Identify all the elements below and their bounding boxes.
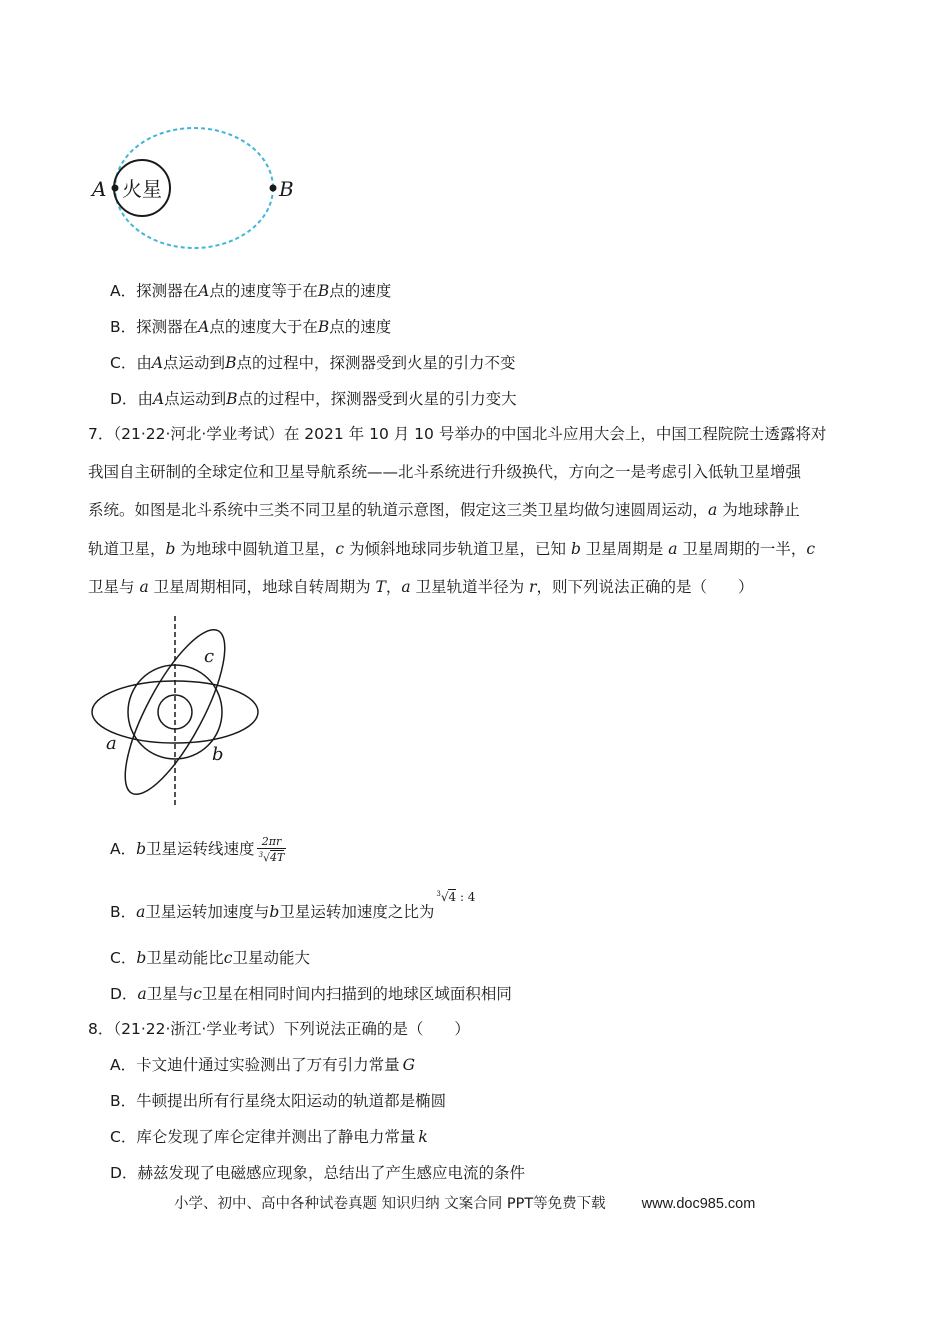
var-c: c <box>223 949 233 967</box>
q7-stem-line4 <box>88 539 815 559</box>
option-text: 探测器在 <box>136 282 199 300</box>
var-b: b <box>269 903 280 921</box>
option-text: 由 <box>136 354 152 372</box>
point-b-label: B <box>279 177 294 201</box>
stem-text: 为地球静止 <box>717 501 800 519</box>
root-radicand: 4T <box>270 851 285 865</box>
root-index: 3 <box>436 890 441 898</box>
stem-text: ，则下列说法正确的是（ ） <box>536 578 754 596</box>
satellite-orbits-figure <box>86 612 266 812</box>
var-b: b <box>136 840 147 858</box>
option-text: 牛顿提出所有行星绕太阳运动的轨道都是椭圆 <box>136 1092 447 1110</box>
stem-text: 我国自主研制的全球定位和卫星导航系统——北斗系统进行升级换代，方向之一是考虑引入低轨卫星增强 <box>88 463 802 481</box>
stem-text: 轨道卫星， <box>88 540 166 558</box>
page-footer <box>174 1192 755 1213</box>
var-c: c <box>335 540 345 558</box>
option-text: 点的速度大于在 <box>209 318 318 336</box>
option-text: 卫星运转加速度与 <box>145 903 270 921</box>
q6-option-c <box>110 353 515 373</box>
var-c: c <box>193 985 202 1003</box>
var-a: a <box>139 578 149 596</box>
option-letter: D． <box>110 1164 138 1182</box>
stem-text: 下列说法正确的是（ ） <box>283 1020 470 1038</box>
option-letter: A． <box>110 282 137 300</box>
label-b: b <box>212 744 224 765</box>
var-a: A <box>152 390 165 408</box>
stem-text: 系统。如图是北斗系统中三类不同卫星的轨道示意图，假定这三类卫星均做匀速圆周运动， <box>88 501 709 519</box>
mars-orbit-figure <box>86 120 306 260</box>
label-a: a <box>106 733 117 754</box>
q7-option-b <box>110 890 476 923</box>
var-b: B <box>225 354 237 372</box>
stem-text: 为地球中圆轨道卫星， <box>175 540 336 558</box>
var-a: a <box>401 578 411 596</box>
var-g: G <box>402 1056 416 1074</box>
stem-text: 卫星周期的一半， <box>677 540 807 558</box>
stem-text: 卫星周期相同，地球自转周期为 <box>148 578 376 596</box>
option-text: 点的速度 <box>329 282 392 300</box>
option-text: 点的过程中，探测器受到火星的引力变大 <box>237 390 517 408</box>
var-a: a <box>668 540 678 558</box>
fraction-denominator: $^3$√4T <box>258 850 285 865</box>
option-letter: A． <box>110 840 137 858</box>
ratio-tail: : 4 <box>456 890 476 904</box>
var-k: k <box>418 1128 428 1146</box>
var-a: a <box>708 501 718 519</box>
q6-option-d <box>110 389 517 409</box>
var-b: b <box>570 540 581 558</box>
q7-option-c <box>110 948 310 968</box>
q7-stem-line2 <box>88 462 801 482</box>
q8-option-d <box>110 1163 525 1183</box>
question-source: （21·22·河北·学业考试） <box>113 425 284 443</box>
footer-url[interactable]: www.doc985.com <box>641 1196 756 1212</box>
var-t: T <box>375 578 386 596</box>
var-a: A <box>198 318 210 336</box>
option-text: 点的速度 <box>329 318 392 336</box>
stem-text: 卫星周期是 <box>580 540 669 558</box>
option-text: 卡文迪什通过实验测出了万有引力常量 <box>136 1056 400 1074</box>
fraction-numerator: 2πr <box>257 835 287 849</box>
planet-label: 火星 <box>122 177 162 201</box>
option-text: 点的速度等于在 <box>209 282 318 300</box>
var-b: b <box>165 540 176 558</box>
q7-option-a <box>110 828 286 870</box>
q8-option-b <box>110 1091 446 1111</box>
stem-text: 卫星与 <box>88 578 140 596</box>
option-text: 卫星在相同时间内扫描到的地球区域面积相同 <box>201 985 512 1003</box>
question-number: 7． <box>88 425 114 443</box>
var-b: b <box>136 949 147 967</box>
option-text: 卫星动能大 <box>232 949 310 967</box>
stem-text: ， <box>385 578 402 596</box>
var-r: r <box>529 578 537 596</box>
q6-option-a <box>110 281 391 301</box>
var-b: B <box>317 282 330 300</box>
var-a: A <box>151 354 164 372</box>
option-text: 赫兹发现了电磁感应现象，总结出了产生感应电流的条件 <box>137 1164 525 1182</box>
option-text: 点运动到 <box>164 390 227 408</box>
question-source: （21·22·浙江·学业考试） <box>113 1020 284 1038</box>
option-letter: C． <box>110 354 137 372</box>
option-letter: C． <box>110 1128 137 1146</box>
var-b: B <box>226 390 238 408</box>
var-a: a <box>137 985 147 1003</box>
point-b-dot <box>270 185 277 192</box>
root-index: 3 <box>258 850 264 859</box>
q8-option-c <box>110 1127 428 1147</box>
footer-text: 小学、初中、高中各种试卷真题 知识归纳 文案合同 PPT等免费下载 <box>174 1196 606 1212</box>
option-text: 卫星运转线速度 <box>146 840 255 858</box>
option-letter: D． <box>110 985 138 1003</box>
option-text: 由 <box>137 390 153 408</box>
root-radicand: 4 <box>448 890 457 904</box>
option-letter: B． <box>110 318 137 336</box>
option-text: 探测器在 <box>136 318 199 336</box>
option-text: 点的过程中，探测器受到火星的引力不变 <box>236 354 516 372</box>
q8-option-a <box>110 1055 415 1075</box>
option-letter: B． <box>110 903 137 921</box>
q7-stem-line5 <box>88 577 753 597</box>
label-c: c <box>204 646 215 667</box>
stem-text: 在 2021 年 10 月 10 号举办的中国北斗应用大会上，中国工程院院士透露将对 <box>283 425 827 443</box>
option-letter: C． <box>110 949 137 967</box>
point-a-dot <box>112 185 119 192</box>
q6-option-b <box>110 317 391 337</box>
option-text: 库仑发现了库仑定律并测出了静电力常量 <box>136 1128 416 1146</box>
question-number: 8． <box>88 1020 114 1038</box>
q8-stem <box>88 1019 470 1039</box>
var-a: a <box>136 903 146 921</box>
var-c: c <box>806 540 816 558</box>
var-a: A <box>198 282 210 300</box>
q7-stem-line3 <box>88 500 800 520</box>
fraction-2pir-over-cuberoot-4t <box>257 835 287 865</box>
option-text: 卫星动能比 <box>146 949 224 967</box>
option-text: 卫星运转加速度之比为 <box>279 903 435 921</box>
option-letter: A． <box>110 1056 137 1074</box>
var-b: B <box>317 318 330 336</box>
stem-text: 为倾斜地球同步轨道卫星，已知 <box>344 540 571 558</box>
stem-text: 卫星轨道半径为 <box>410 578 530 596</box>
q7-option-d <box>110 984 512 1004</box>
point-a-label: A <box>92 177 107 201</box>
option-text: 点运动到 <box>163 354 226 372</box>
option-letter: D． <box>110 390 138 408</box>
ratio-expression: 3√4 : 4 <box>436 890 476 904</box>
option-text: 卫星与 <box>146 985 194 1003</box>
option-letter: B． <box>110 1092 137 1110</box>
q7-stem-line1 <box>88 424 826 444</box>
